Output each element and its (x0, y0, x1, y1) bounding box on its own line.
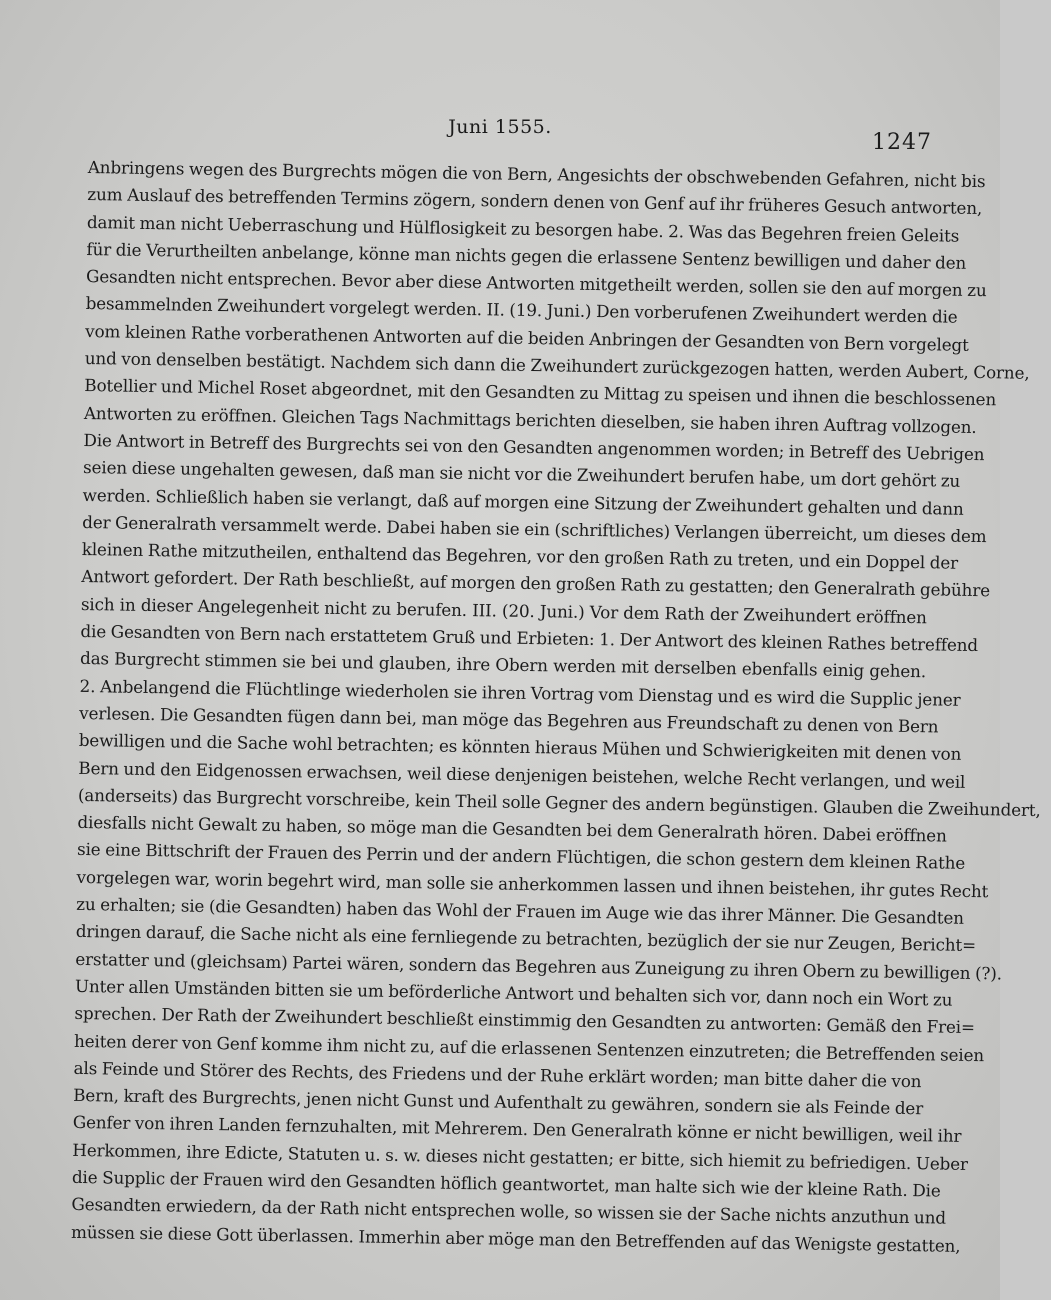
text-line: und von denselben bestätigt. Nachdem sich dann die Zweihundert zurückgezogen hatten, werden Aubert, Corne, (84, 348, 1030, 383)
body-text (70, 154, 1041, 1259)
text-line: diesfalls nicht Gewalt zu haben, so möge man die Gesandten bei dem Generalrath hören. Dabei eröffnen (77, 812, 947, 846)
text-line: Gesandten erwiedern, da der Rath nicht entsprechen wolle, so wissen sie der Sache nichts anzuthun und (71, 1194, 947, 1228)
text-line: Anbringens wegen des Burgrechts mögen die von Bern, Angesichts der obschwebenden Gefahren, nicht bis (87, 156, 986, 192)
page-number: 1247 (872, 130, 932, 155)
text-line: zum Auslauf des betreffenden Termins zögern, sondern denen von Genf auf ihr früheres Gesuch antworten, (87, 184, 983, 219)
text-line: seien diese ungehalten gewesen, daß man sie nicht vor die Zweihundert berufen habe, um dort gehört zu (82, 457, 961, 492)
text-line: die Gesandten von Bern nach erstattetem Gruß und Erbieten: 1. Der Antwort des kleinen Rathes betreffend (80, 620, 979, 656)
text-line: (anderseits) das Burgrecht vorschreibe, kein Theil solle Gegner des andern begünstigen. Glauben die Zweihundert, (77, 784, 1041, 820)
text-line: Antworten zu eröffnen. Gleichen Tags Nachmittags berichten dieselben, sie haben ihren Auftrag vollzogen. (83, 402, 977, 437)
text-line: vorgelegen war, worin begehrt wird, man solle sie anherkommen lassen und ihnen beistehen, ihr gutes Recht (76, 866, 989, 901)
text-line: sie eine Bittschrift der Frauen des Perrin und der andern Flüchtigen, die schon gestern dem kleinen Rathe (76, 839, 966, 874)
text-line: damit man nicht Ueberraschung und Hülflosigkeit zu besorgen habe. 2. Was das Begehren freien Geleits (86, 211, 960, 246)
text-line: Herkommen, ihre Edicte, Statuten u. s. w. dieses nicht gestatten; er bitte, sich hiemit zu befriedigen. Ueber (72, 1139, 969, 1174)
text-line: verlesen. Die Gesandten fügen dann bei, man möge das Begehren aus Freundschaft zu denen von Bern (79, 702, 939, 737)
running-head: Juni 1555. (448, 116, 552, 138)
text-line: dringen darauf, die Sache nicht als eine fernliegende zu betrachten, bezüglich der sie nur Zeugen, Bericht= (75, 921, 977, 956)
text-line: Bern und den Eidgenossen erwachsen, weil diese denjenigen beistehen, welche Recht verlangen, und weil (78, 757, 966, 792)
text-line: werden. Schließlich haben sie verlangt, daß auf morgen eine Sitzung der Zweihundert gehalten und dann (82, 484, 964, 519)
text-line: müssen sie diese Gott überlassen. Immerhin aber möge man den Betreffenden auf das Wenigste gestatten, (70, 1221, 961, 1256)
text-line: bewilligen und die Sache wohl betrachten; es könnten hieraus Mühen und Schwierigkeiten mit denen von (78, 730, 962, 765)
text-line: 2. Anbelangend die Flüchtlinge wiederholen sie ihren Vortrag vom Dienstag und es wird die Supplic jener (79, 675, 961, 710)
text-line: Gesandten nicht entsprechen. Bevor aber diese Antworten mitgetheilt werden, sollen sie den auf morgen zu (85, 266, 987, 301)
text-line: das Burgrecht stimmen sie bei und glauben, ihre Obern werden mit derselben ebenfalls einig gehen. (79, 648, 927, 682)
text-line: die Supplic der Frauen wird den Gesandten höflich geantwortet, man halte sich wie der kleine Rath. Die (71, 1166, 941, 1201)
text-line: vom kleinen Rathe vorberathenen Antworten auf die beiden Anbringen der Gesandten von Bern vorgelegt (85, 320, 969, 355)
text-line: besammelnden Zweihundert vorgelegt werden. II. (19. Juni.) Den vorberufenen Zweihundert werden die (85, 293, 958, 328)
text-line: sich in dieser Angelegenheit nicht zu berufen. III. (20. Juni.) Vor dem Rath der Zweihundert eröffnen (80, 593, 927, 627)
text-line: Botellier und Michel Roset abgeordnet, mit den Gesandten zu Mittag zu speisen und ihnen die beschlossenen (84, 375, 997, 410)
text-line: Unter allen Umständen bitten sie um beförderliche Antwort und behalten sich vor, dann noch ein Wort zu (74, 975, 953, 1010)
text-line: kleinen Rathe mitzutheilen, enthaltend das Begehren, vor den großen Rath zu treten, und ein Doppel der (81, 539, 959, 573)
text-line: für die Verurtheilten anbelange, könne man nichts gegen die erlassene Sentenz bewilligen und daher den (86, 238, 967, 273)
text-line: Die Antwort in Betreff des Burgrechts sei von den Gesandten angenommen worden; in Betreff des Uebrigen (83, 429, 985, 465)
text-line: erstatter und (gleichsam) Partei wären, sondern das Begehren aus Zuneigung zu ihren Obern zu bewilligen (?). (75, 948, 1003, 984)
text-line: sprechen. Der Rath der Zweihundert beschließt einstimmig den Gesandten zu antworten: Gemäß den Frei= (74, 1003, 975, 1038)
text-line: Genfer von ihren Landen fernzuhalten, mit Mehrerem. Den Generalrath könne er nicht bewilligen, weil ihr (72, 1112, 962, 1147)
text-line: der Generalrath versammelt werde. Dabei haben sie ein (schriftliches) Verlangen überreicht, um dieses dem (82, 511, 987, 547)
text-line: als Feinde und Störer des Rechts, des Friedens und der Ruhe erklärt worden; man bitte daher die von (73, 1057, 922, 1092)
text-line: Antwort gefordert. Der Rath beschließt, auf morgen den großen Rath zu gestatten; den Generalrath gebühre (81, 566, 991, 601)
text-line: zu erhalten; sie (die Gesandten) haben das Wohl der Frauen im Auge wie das ihrer Männer. Die Gesandten (76, 893, 965, 928)
text-line: Bern, kraft des Burgrechts, jenen nicht Gunst und Aufenthalt zu gewähren, sondern sie als Feinde der (73, 1084, 924, 1119)
text-line: heiten derer von Genf komme ihm nicht zu, auf die erlassenen Sentenzen einzutreten; die Betreffenden seien (73, 1030, 985, 1065)
